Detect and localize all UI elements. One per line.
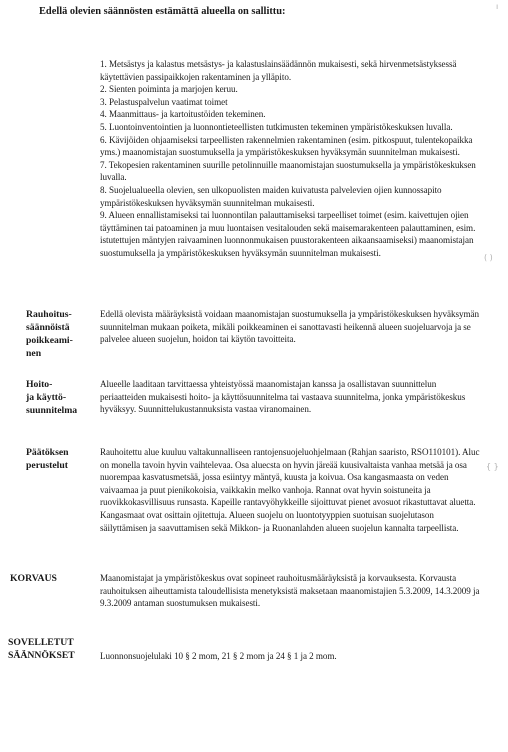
list-item: 1. Metsästys ja kalastus metsästys- ja kalastuslainsäädännön mukaisesti, sekä hirvenmetsästyksessä käytettävien passipaikkojen rakentaminen ja ylläpito. <box>100 59 457 82</box>
scan-margin-mark: ı <box>496 2 499 11</box>
section-label: SOVELLETUT SÄÄNNÖKSET <box>8 637 75 661</box>
section-text: Alueelle laaditaan tarvittaessa yhteistyössä maanomistajan kanssa ja osallistavan suunnittelun periaatteiden mukaisesti hoito- ja käyttösuunnitelma tai vastaava suunnitelma, jonka ympäristökeskus hyväksyy. Suunnittelukustannuksista vastaa viranomainen. <box>100 379 466 415</box>
list-item: 9. Alueen ennallistamiseksi tai luonnontilan palauttamiseksi tarpeelliset toimet (esim. kaivettujen ojien täyttäminen tai patoaminen ja muu luontaisen vesitalouden sekä maisemarakenteen palauttaminen, esim. istutettujen mäntyjen raivaaminen luonnonmukaisen puustorakenteen aikaansaamiseksi) maanomistajan suostumuksella ja ympäristökeskuksen hyväksymän suunnitelman mukaisesti. <box>100 210 476 258</box>
section-label: Päätöksen perustelut <box>26 447 69 471</box>
section-text: Luonnonsuojelulaki 10 § 2 mom, 21 § 2 mom ja 24 § 1 ja 2 mom. <box>100 651 337 661</box>
section-text: Edellä olevista määräyksistä voidaan maanomistajan suostumuksella ja ympäristökeskuksen hyväksymän suunnitelman mukaan poiketa, mikäli poikkeaminen ei sanottavasti heikennä alueen suojeluarvoja ja se palvelee alueen suojelun, hoidon tai käytön tavoitteita. <box>100 309 479 345</box>
list-item: 8. Suojelualueella olevien, sen ulkopuolisten maiden kuivatusta palvelevien ojien kunnossapito ympäristökeskuksen hyväksymän suunnitelman mukaisesti. <box>100 184 442 208</box>
section-label: Hoito- ja käyttö- suunnitelma <box>26 379 78 416</box>
scan-bracket-mark: ( ) <box>484 253 493 262</box>
scan-bracket-mark: { } <box>486 462 499 471</box>
list-item: 5. Luontoinventointien ja luonnontieteellisten tutkimusten tekeminen ympäristökeskuksen luvalla. <box>100 121 453 132</box>
list-item: 6. Kävijöiden ohjaamiseksi tarpeellisten rakennelmien rakentaminen (esim. pitkospuut, tulentekopaikka yms.) maanomistajan suostumuksella ja ympäristökeskuksen hyväksymän suunnitelman mukaisesti. <box>100 134 473 158</box>
section-text: Rauhoitettu alue kuuluu valtakunnalliseen rantojensuojeluohjelmaan (Rahjan saaristo, RSO110101). Aluc on monella tavoin hyvin vaihtelevaa. Osa aluecsta on hyvin järeää kuusivaltaista vanhaa metsää ja osa nuorempaa kasvatusmetsää, jossa esiintyy mäntyä, kuusta ja koivua. Osa kangasmaasta on veden vaivaamaa ja puut pienikokoisia, vaikkakin melko vanhoja. Rannat ovat hyvin soistuneita ja ruovikkokasvillisuus runsasta. Kapeille rantavyöhykkeille sijoittuvat pienet avosuot rikastuttavat aluetta. Kangasmaat ovat osittain ojitettuja. Alueen suojelu on luontotyyppien suotuisan suojelutason säilyttämisen ja saavuttamisen sekä Mikkon- ja Ruonanlahden alueen suojelun kannalta tarpeellista. <box>100 447 480 533</box>
section-label: KORVAUS <box>10 573 57 584</box>
list-item: 4. Maanmittaus- ja kartoitustöiden tekeminen. <box>100 109 266 120</box>
allowed-heading: Edellä olevien säännösten estämättä alueella on sallittu: <box>39 6 286 17</box>
list-item: 2. Sienten poiminta ja marjojen keruu. <box>100 84 238 95</box>
list-item: 3. Pelastuspalvelun vaatimat toimet <box>100 96 228 107</box>
allowed-list <box>100 58 482 260</box>
section-text: Maanomistajat ja ympäristökeskus ovat sopineet rauhoitusmääräyksistä ja korvauksesta. Korvausta rauhoituksen aiheuttamista taloudellisista menetyksistä maksetaan maanomistajien 5.3.2009, 14.3.2009 ja 9.3.2009 antaman suostumuksen mukaisesti. <box>100 573 480 609</box>
list-item: 7. Tekopesien rakentaminen suurille petolinnuille maanomistajan suostumuksella ja ympäristökeskuksen luvalla. <box>100 159 476 183</box>
section-label: Rauhoitus- säännöistä poikkeami- nen <box>26 309 73 359</box>
